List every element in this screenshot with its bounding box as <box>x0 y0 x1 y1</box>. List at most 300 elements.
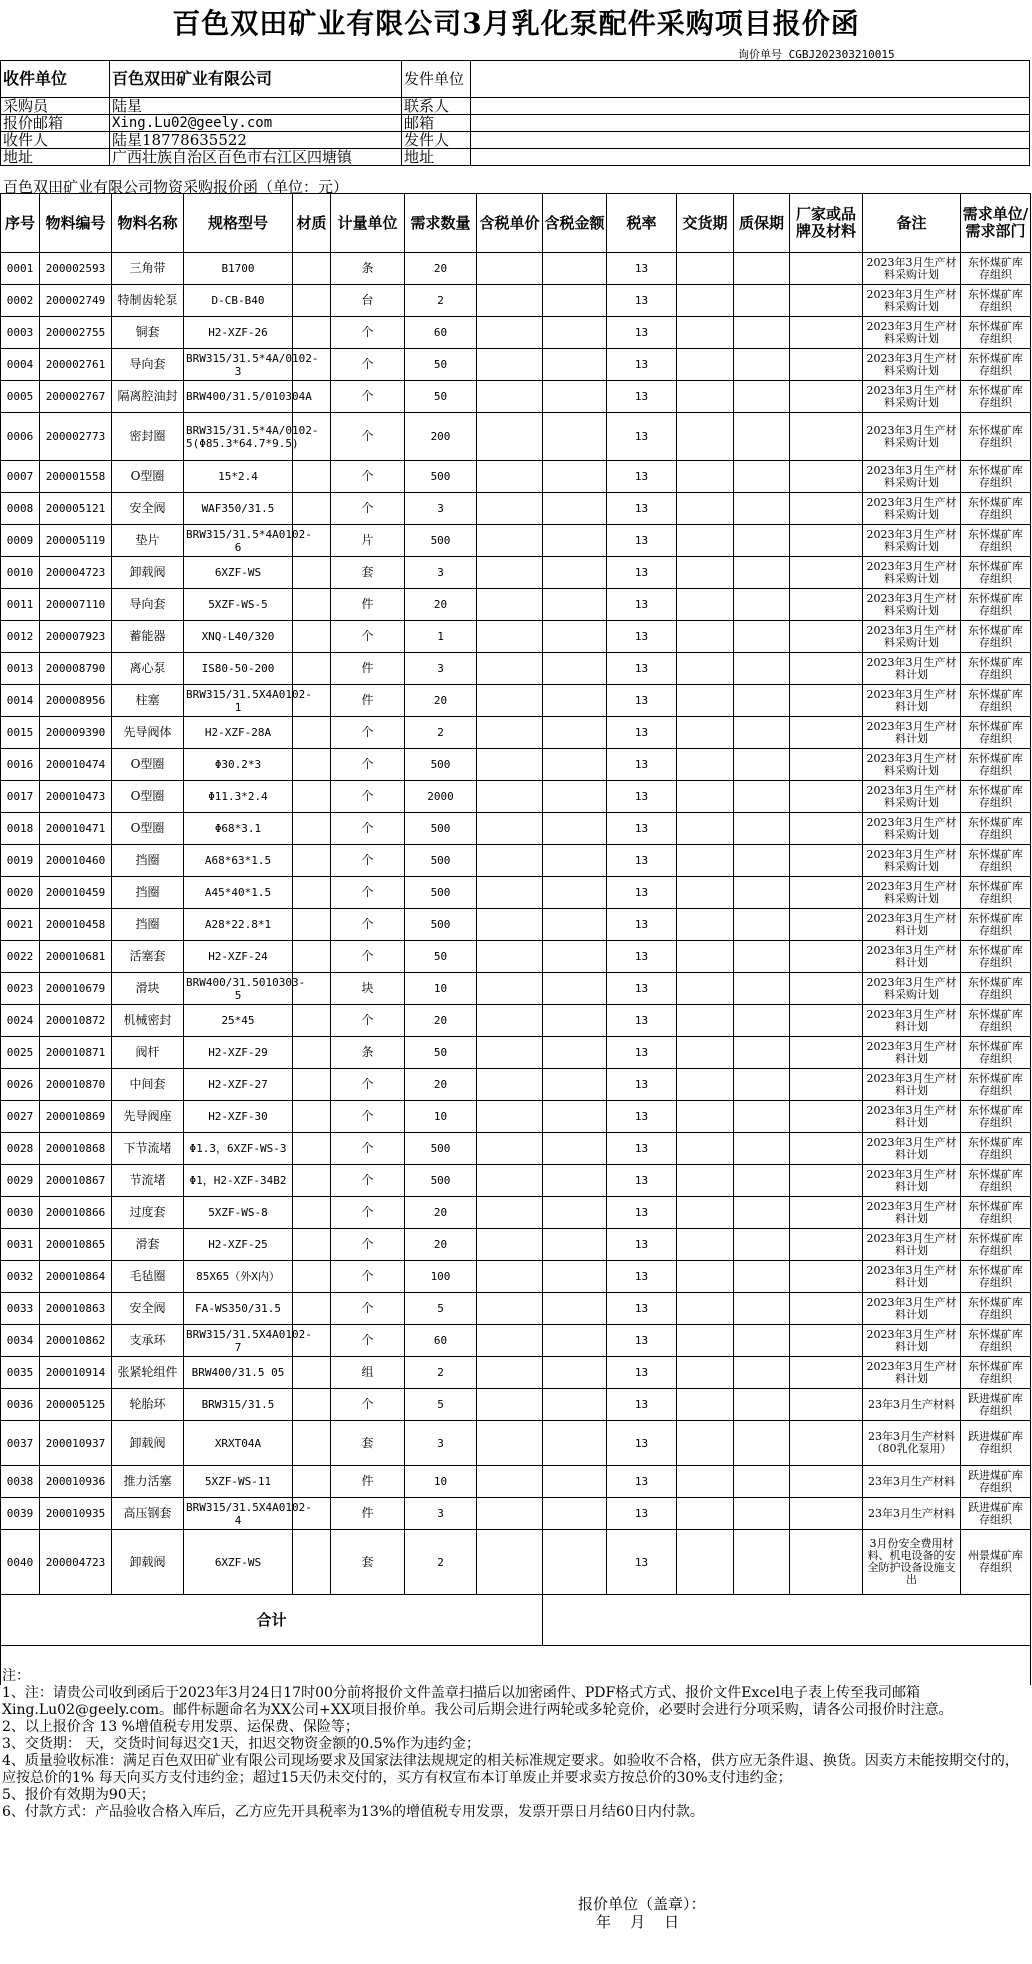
unit-price-input[interactable] <box>477 413 543 461</box>
amount-input[interactable] <box>543 1229 607 1261</box>
info-value: 陆星18778635522 <box>110 132 402 149</box>
row-number: 0010 <box>1 557 40 589</box>
row-number: 0013 <box>1 653 40 685</box>
quantity-cell: 10 <box>405 1466 477 1498</box>
brand-input[interactable] <box>790 717 863 749</box>
amount-input[interactable] <box>543 1069 607 1101</box>
material-cell[interactable] <box>293 1357 331 1389</box>
unit-cell: 台 <box>331 285 405 317</box>
material-cell[interactable] <box>293 909 331 941</box>
amount-input[interactable] <box>543 461 607 493</box>
delivery-input[interactable] <box>677 1261 734 1293</box>
warranty-input[interactable] <box>734 413 790 461</box>
unit-price-input[interactable] <box>477 717 543 749</box>
delivery-input[interactable] <box>677 381 734 413</box>
tax-rate-cell: 13 <box>607 461 677 493</box>
brand-input[interactable] <box>790 413 863 461</box>
delivery-input[interactable] <box>677 525 734 557</box>
unit-cell: 个 <box>331 1005 405 1037</box>
amount-input[interactable] <box>543 653 607 685</box>
info-row <box>1 115 1030 132</box>
info-label: 邮箱 <box>402 115 471 132</box>
unit-price-input[interactable] <box>477 1005 543 1037</box>
warranty-input[interactable] <box>734 909 790 941</box>
warranty-input[interactable] <box>734 1498 790 1530</box>
warranty-input[interactable] <box>734 381 790 413</box>
unit-price-input[interactable] <box>477 493 543 525</box>
amount-input[interactable] <box>543 285 607 317</box>
row-number: 0040 <box>1 1530 40 1595</box>
material-cell[interactable] <box>293 493 331 525</box>
unit-price-input[interactable] <box>477 1133 543 1165</box>
amount-input[interactable] <box>543 845 607 877</box>
warranty-input[interactable] <box>734 749 790 781</box>
info-input[interactable] <box>471 132 1030 149</box>
delivery-input[interactable] <box>677 749 734 781</box>
warranty-input[interactable] <box>734 845 790 877</box>
brand-input[interactable] <box>790 253 863 285</box>
unit-cell: 个 <box>331 877 405 909</box>
amount-input[interactable] <box>543 413 607 461</box>
material-cell[interactable] <box>293 1293 331 1325</box>
brand-input[interactable] <box>790 525 863 557</box>
amount-input[interactable] <box>543 813 607 845</box>
spec-model: XNQ-L40/320 <box>184 621 293 653</box>
amount-input[interactable] <box>543 557 607 589</box>
material-cell[interactable] <box>293 557 331 589</box>
info-input[interactable] <box>471 61 1030 98</box>
unit-price-input[interactable] <box>477 685 543 717</box>
material-cell[interactable] <box>293 1197 331 1229</box>
row-number: 0002 <box>1 285 40 317</box>
total-value[interactable] <box>543 1595 1031 1646</box>
brand-input[interactable] <box>790 461 863 493</box>
material-cell[interactable] <box>293 653 331 685</box>
unit-price-input[interactable] <box>477 1466 543 1498</box>
amount-input[interactable] <box>543 781 607 813</box>
delivery-input[interactable] <box>677 1229 734 1261</box>
delivery-input[interactable] <box>677 413 734 461</box>
quantity-cell: 20 <box>405 1069 477 1101</box>
unit-price-input[interactable] <box>477 973 543 1005</box>
material-code: 200010937 <box>40 1421 112 1466</box>
warranty-input[interactable] <box>734 813 790 845</box>
warranty-input[interactable] <box>734 349 790 381</box>
brand-input[interactable] <box>790 349 863 381</box>
material-cell[interactable] <box>293 813 331 845</box>
amount-input[interactable] <box>543 1197 607 1229</box>
brand-input[interactable] <box>790 493 863 525</box>
delivery-input[interactable] <box>677 1421 734 1466</box>
amount-input[interactable] <box>543 1498 607 1530</box>
warranty-input[interactable] <box>734 1037 790 1069</box>
brand-input[interactable] <box>790 1101 863 1133</box>
material-cell[interactable] <box>293 1133 331 1165</box>
amount-input[interactable] <box>543 1325 607 1357</box>
amount-input[interactable] <box>543 349 607 381</box>
delivery-input[interactable] <box>677 813 734 845</box>
dept-cell: 东怀煤矿库存组织 <box>961 1229 1031 1261</box>
brand-input[interactable] <box>790 1357 863 1389</box>
amount-input[interactable] <box>543 317 607 349</box>
amount-input[interactable] <box>543 493 607 525</box>
delivery-input[interactable] <box>677 1389 734 1421</box>
material-cell[interactable] <box>293 621 331 653</box>
delivery-input[interactable] <box>677 349 734 381</box>
delivery-input[interactable] <box>677 461 734 493</box>
column-header: 需求单位/需求部门 <box>961 194 1031 253</box>
warranty-input[interactable] <box>734 285 790 317</box>
brand-input[interactable] <box>790 1261 863 1293</box>
delivery-input[interactable] <box>677 1357 734 1389</box>
delivery-input[interactable] <box>677 285 734 317</box>
amount-input[interactable] <box>543 525 607 557</box>
unit-price-input[interactable] <box>477 317 543 349</box>
delivery-input[interactable] <box>677 845 734 877</box>
row-number: 0021 <box>1 909 40 941</box>
material-cell[interactable] <box>293 845 331 877</box>
delivery-input[interactable] <box>677 1101 734 1133</box>
warranty-input[interactable] <box>734 589 790 621</box>
unit-price-input[interactable] <box>477 621 543 653</box>
unit-price-input[interactable] <box>477 1229 543 1261</box>
material-cell[interactable] <box>293 1165 331 1197</box>
material-cell[interactable] <box>293 1389 331 1421</box>
amount-input[interactable] <box>543 1293 607 1325</box>
warranty-input[interactable] <box>734 685 790 717</box>
brand-input[interactable] <box>790 1293 863 1325</box>
amount-input[interactable] <box>543 1530 607 1595</box>
unit-price-input[interactable] <box>477 1498 543 1530</box>
brand-input[interactable] <box>790 877 863 909</box>
amount-input[interactable] <box>543 253 607 285</box>
delivery-input[interactable] <box>677 685 734 717</box>
unit-cell: 片 <box>331 525 405 557</box>
material-name: 下节流堵 <box>112 1133 184 1165</box>
unit-price-input[interactable] <box>477 589 543 621</box>
unit-price-input[interactable] <box>477 877 543 909</box>
amount-input[interactable] <box>543 941 607 973</box>
tax-rate-cell: 13 <box>607 877 677 909</box>
warranty-input[interactable] <box>734 1229 790 1261</box>
material-cell[interactable] <box>293 461 331 493</box>
remark-cell: 2023年3月生产材料计划 <box>863 1357 961 1389</box>
amount-input[interactable] <box>543 381 607 413</box>
material-cell[interactable] <box>293 941 331 973</box>
delivery-input[interactable] <box>677 1005 734 1037</box>
material-cell[interactable] <box>293 1037 331 1069</box>
amount-input[interactable] <box>543 1101 607 1133</box>
delivery-input[interactable] <box>677 493 734 525</box>
material-cell[interactable] <box>293 253 331 285</box>
unit-price-input[interactable] <box>477 1101 543 1133</box>
unit-price-input[interactable] <box>477 1325 543 1357</box>
unit-price-input[interactable] <box>477 1261 543 1293</box>
row-number: 0017 <box>1 781 40 813</box>
amount-input[interactable] <box>543 717 607 749</box>
brand-input[interactable] <box>790 653 863 685</box>
delivery-input[interactable] <box>677 1133 734 1165</box>
warranty-input[interactable] <box>734 1101 790 1133</box>
unit-price-input[interactable] <box>477 1389 543 1421</box>
table-row <box>1 1197 1031 1229</box>
delivery-input[interactable] <box>677 973 734 1005</box>
amount-input[interactable] <box>543 909 607 941</box>
brand-input[interactable] <box>790 381 863 413</box>
warranty-input[interactable] <box>734 1421 790 1466</box>
brand-input[interactable] <box>790 1498 863 1530</box>
material-name: 轮胎环 <box>112 1389 184 1421</box>
brand-input[interactable] <box>790 621 863 653</box>
unit-price-input[interactable] <box>477 381 543 413</box>
warranty-input[interactable] <box>734 493 790 525</box>
unit-price-input[interactable] <box>477 1357 543 1389</box>
warranty-input[interactable] <box>734 1293 790 1325</box>
warranty-input[interactable] <box>734 317 790 349</box>
amount-input[interactable] <box>543 1165 607 1197</box>
brand-input[interactable] <box>790 1069 863 1101</box>
warranty-input[interactable] <box>734 1197 790 1229</box>
material-cell[interactable] <box>293 781 331 813</box>
material-cell[interactable] <box>293 1229 331 1261</box>
material-code: 200010473 <box>40 781 112 813</box>
amount-input[interactable] <box>543 1421 607 1466</box>
brand-input[interactable] <box>790 909 863 941</box>
amount-input[interactable] <box>543 1037 607 1069</box>
delivery-input[interactable] <box>677 653 734 685</box>
delivery-input[interactable] <box>677 717 734 749</box>
remark-cell: 23年3月生产材料 <box>863 1498 961 1530</box>
delivery-input[interactable] <box>677 253 734 285</box>
brand-input[interactable] <box>790 317 863 349</box>
amount-input[interactable] <box>543 1466 607 1498</box>
amount-input[interactable] <box>543 589 607 621</box>
material-code: 200010871 <box>40 1037 112 1069</box>
table-row <box>1 1037 1031 1069</box>
material-code: 200010681 <box>40 941 112 973</box>
material-name: 支承环 <box>112 1325 184 1357</box>
warranty-input[interactable] <box>734 461 790 493</box>
brand-input[interactable] <box>790 749 863 781</box>
unit-price-input[interactable] <box>477 285 543 317</box>
warranty-input[interactable] <box>734 525 790 557</box>
warranty-input[interactable] <box>734 1005 790 1037</box>
delivery-input[interactable] <box>677 1498 734 1530</box>
amount-input[interactable] <box>543 1357 607 1389</box>
material-cell[interactable] <box>293 285 331 317</box>
unit-price-input[interactable] <box>477 1037 543 1069</box>
brand-input[interactable] <box>790 589 863 621</box>
column-header: 含税单价 <box>477 194 543 253</box>
unit-price-input[interactable] <box>477 941 543 973</box>
warranty-input[interactable] <box>734 941 790 973</box>
material-code: 200010459 <box>40 877 112 909</box>
warranty-input[interactable] <box>734 1165 790 1197</box>
warranty-input[interactable] <box>734 1530 790 1595</box>
material-code: 200010679 <box>40 973 112 1005</box>
amount-input[interactable] <box>543 621 607 653</box>
unit-price-input[interactable] <box>477 1197 543 1229</box>
material-cell[interactable] <box>293 317 331 349</box>
brand-input[interactable] <box>790 1197 863 1229</box>
delivery-input[interactable] <box>677 1069 734 1101</box>
remark-cell: 2023年3月生产材料计划 <box>863 1261 961 1293</box>
brand-input[interactable] <box>790 973 863 1005</box>
remark-cell: 2023年3月生产材料计划 <box>863 1037 961 1069</box>
unit-price-input[interactable] <box>477 461 543 493</box>
total-row <box>1 1595 1031 1646</box>
unit-price-input[interactable] <box>477 1069 543 1101</box>
warranty-input[interactable] <box>734 1133 790 1165</box>
tax-rate-cell: 13 <box>607 781 677 813</box>
unit-price-input[interactable] <box>477 749 543 781</box>
unit-price-input[interactable] <box>477 909 543 941</box>
brand-input[interactable] <box>790 941 863 973</box>
spec-model: A68*63*1.5 <box>184 845 293 877</box>
unit-price-input[interactable] <box>477 1293 543 1325</box>
delivery-input[interactable] <box>677 1165 734 1197</box>
inquiry-number: 询价单号 CGBJ202303210015 <box>738 48 895 61</box>
dept-cell: 东怀煤矿库存组织 <box>961 1005 1031 1037</box>
info-label: 收件单位 <box>1 61 110 98</box>
delivery-input[interactable] <box>677 1466 734 1498</box>
delivery-input[interactable] <box>677 317 734 349</box>
brand-input[interactable] <box>790 1325 863 1357</box>
warranty-input[interactable] <box>734 1466 790 1498</box>
warranty-input[interactable] <box>734 877 790 909</box>
remark-cell: 2023年3月生产材料计划 <box>863 1293 961 1325</box>
amount-input[interactable] <box>543 1133 607 1165</box>
material-code: 200004723 <box>40 1530 112 1595</box>
unit-price-input[interactable] <box>477 1421 543 1466</box>
info-input[interactable] <box>471 115 1030 132</box>
brand-input[interactable] <box>790 1037 863 1069</box>
warranty-input[interactable] <box>734 717 790 749</box>
info-input[interactable] <box>471 149 1030 166</box>
brand-input[interactable] <box>790 813 863 845</box>
tax-rate-cell: 13 <box>607 413 677 461</box>
brand-input[interactable] <box>790 1133 863 1165</box>
unit-price-input[interactable] <box>477 845 543 877</box>
warranty-input[interactable] <box>734 1325 790 1357</box>
info-input[interactable] <box>471 98 1030 115</box>
material-cell[interactable] <box>293 717 331 749</box>
material-code: 200005119 <box>40 525 112 557</box>
warranty-input[interactable] <box>734 653 790 685</box>
material-cell[interactable] <box>293 1530 331 1595</box>
warranty-input[interactable] <box>734 781 790 813</box>
material-cell[interactable] <box>293 1466 331 1498</box>
delivery-input[interactable] <box>677 781 734 813</box>
brand-input[interactable] <box>790 1389 863 1421</box>
warranty-input[interactable] <box>734 253 790 285</box>
amount-input[interactable] <box>543 877 607 909</box>
unit-price-input[interactable] <box>477 1165 543 1197</box>
delivery-input[interactable] <box>677 1325 734 1357</box>
amount-input[interactable] <box>543 749 607 781</box>
amount-input[interactable] <box>543 1005 607 1037</box>
amount-input[interactable] <box>543 1261 607 1293</box>
unit-price-input[interactable] <box>477 653 543 685</box>
brand-input[interactable] <box>790 1005 863 1037</box>
warranty-input[interactable] <box>734 557 790 589</box>
material-name: 节流堵 <box>112 1165 184 1197</box>
delivery-input[interactable] <box>677 1197 734 1229</box>
warranty-input[interactable] <box>734 1261 790 1293</box>
material-cell[interactable] <box>293 877 331 909</box>
amount-input[interactable] <box>543 1389 607 1421</box>
spec-model: Φ68*3.1 <box>184 813 293 845</box>
brand-input[interactable] <box>790 1229 863 1261</box>
warranty-input[interactable] <box>734 621 790 653</box>
material-cell[interactable] <box>293 1005 331 1037</box>
material-cell[interactable] <box>293 1261 331 1293</box>
brand-input[interactable] <box>790 1530 863 1595</box>
material-name: 隔离腔油封 <box>112 381 184 413</box>
warranty-input[interactable] <box>734 1357 790 1389</box>
warranty-input[interactable] <box>734 1069 790 1101</box>
delivery-input[interactable] <box>677 877 734 909</box>
brand-input[interactable] <box>790 1421 863 1466</box>
unit-price-input[interactable] <box>477 253 543 285</box>
brand-input[interactable] <box>790 685 863 717</box>
unit-price-input[interactable] <box>477 781 543 813</box>
warranty-input[interactable] <box>734 973 790 1005</box>
dept-cell: 东怀煤矿库存组织 <box>961 1069 1031 1101</box>
brand-input[interactable] <box>790 781 863 813</box>
delivery-input[interactable] <box>677 1530 734 1595</box>
material-cell[interactable] <box>293 1421 331 1466</box>
brand-input[interactable] <box>790 285 863 317</box>
delivery-input[interactable] <box>677 909 734 941</box>
unit-price-input[interactable] <box>477 813 543 845</box>
unit-price-input[interactable] <box>477 525 543 557</box>
quantity-cell: 10 <box>405 973 477 1005</box>
delivery-input[interactable] <box>677 557 734 589</box>
delivery-input[interactable] <box>677 589 734 621</box>
amount-input[interactable] <box>543 685 607 717</box>
remark-cell: 2023年3月生产材料采购计划 <box>863 845 961 877</box>
material-cell[interactable] <box>293 1101 331 1133</box>
delivery-input[interactable] <box>677 621 734 653</box>
delivery-input[interactable] <box>677 1293 734 1325</box>
row-number: 0003 <box>1 317 40 349</box>
unit-price-input[interactable] <box>477 349 543 381</box>
delivery-input[interactable] <box>677 1037 734 1069</box>
tax-rate-cell: 13 <box>607 381 677 413</box>
row-number: 0029 <box>1 1165 40 1197</box>
quantity-cell: 200 <box>405 413 477 461</box>
unit-price-input[interactable] <box>477 557 543 589</box>
dept-cell: 东怀煤矿库存组织 <box>961 685 1031 717</box>
unit-cell: 个 <box>331 493 405 525</box>
brand-input[interactable] <box>790 1165 863 1197</box>
delivery-input[interactable] <box>677 941 734 973</box>
dept-cell: 东怀煤矿库存组织 <box>961 1325 1031 1357</box>
brand-input[interactable] <box>790 557 863 589</box>
material-cell[interactable] <box>293 589 331 621</box>
unit-price-input[interactable] <box>477 1530 543 1595</box>
brand-input[interactable] <box>790 845 863 877</box>
dept-cell: 东怀煤矿库存组织 <box>961 749 1031 781</box>
warranty-input[interactable] <box>734 1389 790 1421</box>
row-number: 0022 <box>1 941 40 973</box>
amount-input[interactable] <box>543 973 607 1005</box>
material-cell[interactable] <box>293 749 331 781</box>
info-value: 陆星 <box>110 98 402 115</box>
brand-input[interactable] <box>790 1466 863 1498</box>
material-cell[interactable] <box>293 1069 331 1101</box>
